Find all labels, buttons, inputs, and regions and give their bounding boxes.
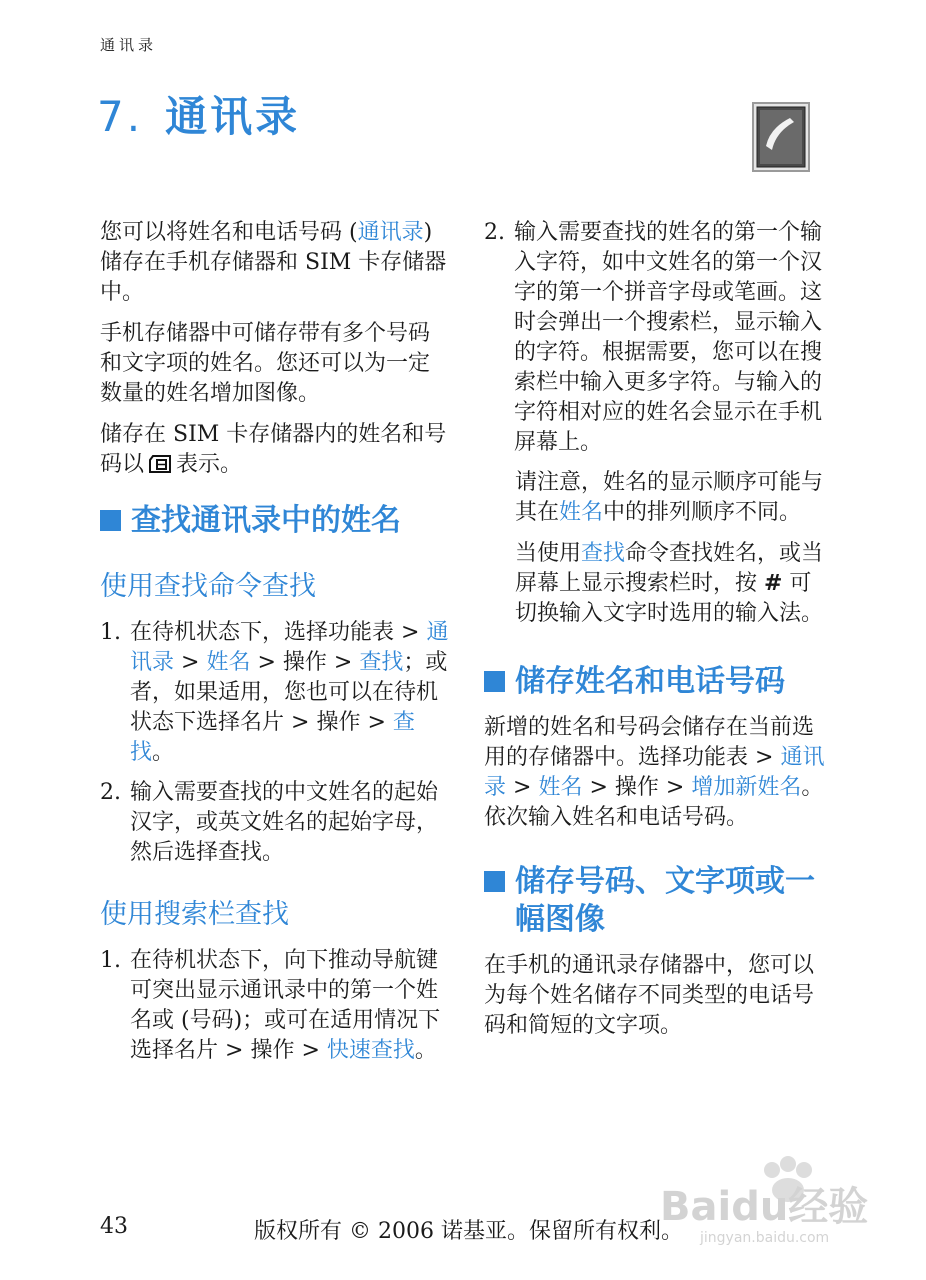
- phonebook-link[interactable]: 通讯录: [357, 220, 424, 245]
- subsection-search-bar-heading: 使用搜索栏查找: [100, 899, 289, 930]
- page-number: 43: [100, 1214, 128, 1239]
- heading-bullet: [484, 671, 505, 692]
- right-column: [484, 218, 829, 1052]
- left-column: [100, 218, 450, 1076]
- svg-text:jingyan.baidu.com: jingyan.baidu.com: [700, 1230, 830, 1246]
- phonebook-handset-icon: [752, 102, 810, 172]
- list-item: 2. 输入需要查找的中文姓名的起始汉字，或英文姓名的起始字母，然后选择查找。: [100, 780, 439, 865]
- sim-note: 储存在 SIM 卡存储器内的姓名和号码以 表示。: [100, 422, 447, 477]
- intro-paragraph-1: 您可以将姓名和电话号码 (通讯录) 储存在手机存储器和 SIM 卡存储器中。: [100, 220, 447, 305]
- running-header: 通讯录: [100, 36, 158, 54]
- chapter-title-text: 通讯录: [165, 92, 301, 141]
- list-item: 1. 在待机状态下，选择功能表 > 通讯录 > 姓名 > 操作 > 查找；或者，如果适用，您也可以在待机状态下选择名片 > 操作 > 查找。: [100, 620, 449, 765]
- section-save-items-body: 在手机的通讯录存储器中，您可以为每个姓名储存不同类型的电话号码和简短的文字项。: [484, 953, 815, 1038]
- heading-bullet: [100, 510, 121, 531]
- heading-bullet: [484, 871, 505, 892]
- note-input-method: 当使用查找命令查找姓名，或当屏幕上显示搜索栏时，按 # 可切换输入文字时选用的输入法。: [515, 541, 824, 626]
- baidu-watermark-logo: [660, 1150, 880, 1250]
- chapter-title: [97, 84, 300, 144]
- intro-paragraph-2: 手机存储器中可储存带有多个号码和文字项的姓名。您还可以为一定数量的姓名增加图像。: [100, 321, 431, 406]
- note-display-order: 请注意，姓名的显示顺序可能与其在姓名中的排列顺序不同。: [515, 470, 824, 525]
- section-save-items-heading: 储存号码、文字项或一幅图像: [484, 863, 829, 939]
- section-save-names-heading: 储存姓名和电话号码: [484, 663, 829, 701]
- chapter-number: 7.: [97, 92, 144, 141]
- copyright-notice: 版权所有 © 2006 诺基亚。保留所有权利。: [254, 1219, 683, 1244]
- list-item: 1. 在待机状态下，向下推动导航键可突出显示通讯录中的第一个姓名或 (号码)；或可在适用情况下选择名片 > 操作 > 快速查找。: [100, 948, 441, 1063]
- svg-text:Baidu经验: Baidu经验: [660, 1184, 869, 1230]
- sim-card-icon: [148, 455, 172, 473]
- subsection-find-command-heading: 使用查找命令查找: [100, 571, 316, 602]
- section-save-names-body: 新增的姓名和号码会储存在当前选用的存储器中。选择功能表 > 通讯录 > 姓名 > 操作 > 增加新姓名。依次输入姓名和电话号码。: [484, 715, 825, 830]
- list-item: 2. 输入需要查找的姓名的第一个输入字符，如中文姓名的第一个汉字的第一个拼音字母或笔画。这时会弹出一个搜索栏，显示输入的字符。根据需要，您可以在搜索栏中输入更多字符。与输入的字符相对应的姓名会显示在手机屏幕上。: [484, 220, 823, 455]
- section-find-names-heading: 查找通讯录中的姓名: [100, 502, 450, 540]
